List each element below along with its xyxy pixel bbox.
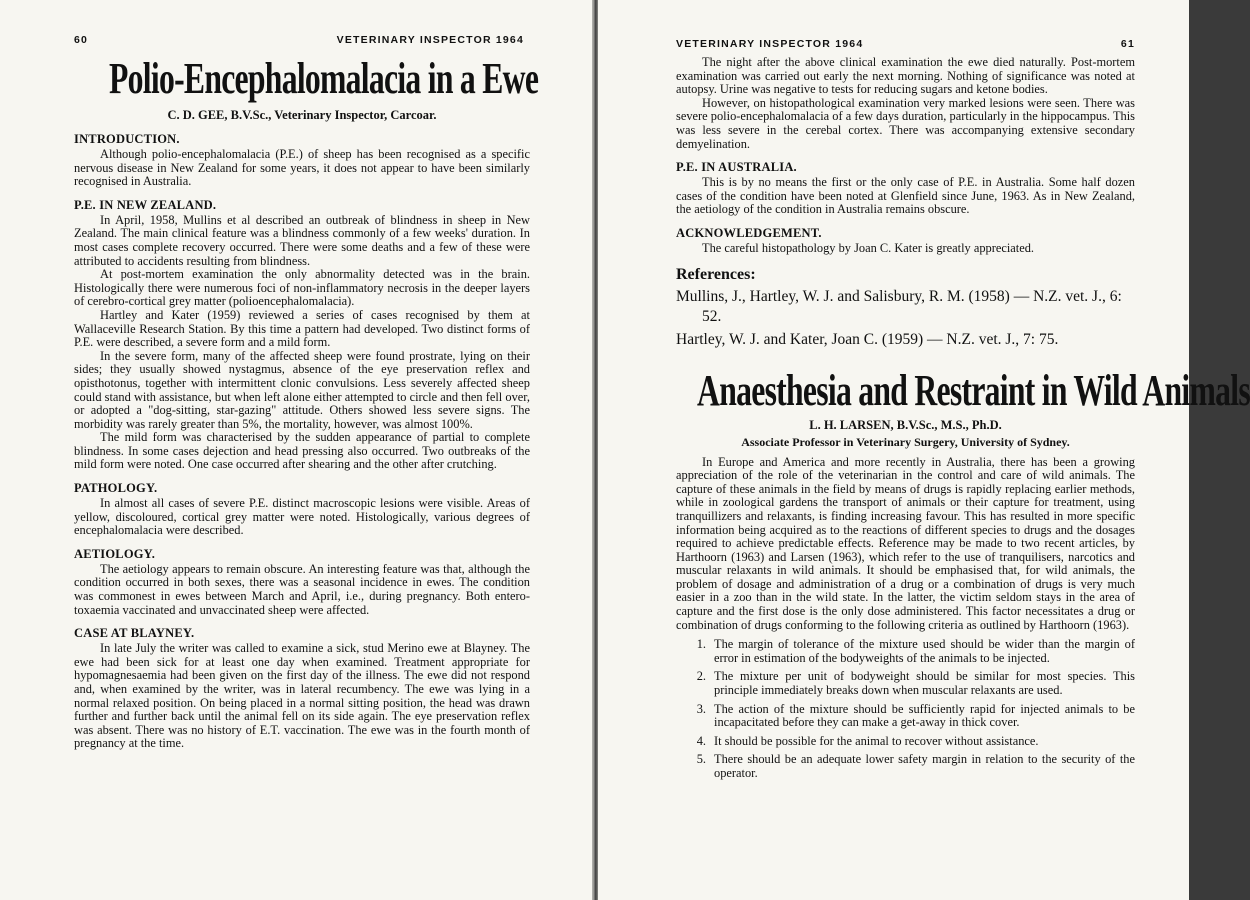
reference-item: Mullins, J., Hartley, W. J. and Salisbury, R. M. (1958) — N.Z. vet. J., 6: 52.: [676, 287, 1122, 325]
left-page: [0, 0, 592, 900]
paragraph: The careful histopathology by Joan C. Kater is greatly appreciated.: [702, 240, 1035, 255]
article2-byline: L. H. LARSEN, B.V.Sc., M.S., Ph.D.: [809, 417, 1002, 432]
reference-item: Hartley, W. J. and Kater, Joan C. (1959) — N.Z. vet. J., 7: 75.: [676, 330, 1059, 348]
article2-body: [676, 456, 1135, 633]
journal-name: VETERINARY INSPECTOR 1964: [336, 34, 524, 46]
paragraph: Hartley and Kater (1959) reviewed a series of cases recognised by them at Wallaceville Research Station. By this time a pattern had developed. Two distinct forms of P.E. were described, a severe form and a mild form.: [74, 307, 530, 350]
section-heading: ACKNOWLEDGEMENT.: [676, 225, 822, 240]
section-heading: P.E. IN NEW ZEALAND.: [74, 197, 217, 212]
list-number: 4.: [696, 733, 706, 748]
paragraph: The aetiology appears to remain obscure. An interesting feature was that, although the condition occurred in both sexes, there was a seasonal incidence in ewes. The condition was commonest in ewes between March and April, i.e., during pregnancy. Both entero-toxaemia vaccinated and unvaccinated sheep were affected.: [74, 561, 530, 617]
paragraph: In Europe and America and more recently in Australia, there has been a growing appreciation of the role of the veterinarian in the control and care of wild animals. The capture of these animals in the field by means of drugs is rapidly replacing earlier methods, while in zoological gardens the transport of animals or their capture for treatment, using tranquillizers and relaxants, is finding increasing favour. This has resulted in more specific information being acquired as to the reactions of different species to drugs and the dosages required to achieve predictable effects. Reference may be made to two recent articles, by Harthoorn (1963) and Larsen (1963), which refer to the use of tranquilisers, narcotics and muscular relaxants in wild animals. It should be emphasised that, for wild animals, the problem of dosage and administration of a drug or a combination of drugs is very much easier in a zoo than in the wild state. In the latter, the victim seldom stays in the area of capture and the first dose is the only dose administered. This factor necessitates a drug or combination of drugs conforming to the following criteria as outlined by Harthoorn (1963).: [676, 454, 1135, 632]
section-heading: PATHOLOGY.: [74, 481, 158, 496]
criteria-list: [676, 638, 1135, 780]
references-list: [676, 287, 1135, 350]
right-page: [598, 0, 1250, 900]
paragraph: However, on histopathological examination very marked lesions were seen. There was severe polio-encephalomalacia of a few days duration, particularly in the hippocampus. This was less severe in the cerebal cortex. There was accompanying extensive secondary demyelination.: [676, 95, 1135, 151]
list-item: [676, 735, 1135, 749]
list-number: 3.: [696, 701, 706, 716]
list-number: 5.: [696, 752, 706, 767]
section-heading: P.E. IN AUSTRALIA.: [676, 160, 797, 175]
article-title: Polio-Encephalomalacia in a Ewe: [109, 54, 539, 103]
article2-title: Anaesthesia and Restraint in Wild Animals: [697, 365, 1250, 415]
section-heading: INTRODUCTION.: [74, 132, 180, 146]
references-heading: References:: [676, 265, 756, 283]
list-number: 2.: [696, 669, 706, 684]
page-number: 60: [74, 34, 89, 46]
paragraph: In almost all cases of severe P.E. distinct macroscopic lesions were visible. Areas of yellow, discoloured, cortical grey matter were noted. Histologically, various degrees of encephalomalacia were described.: [74, 496, 530, 538]
paragraph: Although polio-encephalomalacia (P.E.) of sheep has been recognised as a specific nervous disease in New Zealand for some years, it does not appear to have been similarly recognised in Australia.: [74, 147, 530, 189]
list-text: There should be an adequate lower safety margin in relation to the security of the operator.: [714, 752, 1135, 780]
list-item: [676, 670, 1135, 697]
list-item: [676, 703, 1135, 730]
paragraph: At post-mortem examination the only abnormality detected was in the brain. Histologically there were numerous foci of non-inflammatory necrosis in the deeper layers of cerebro-cortical grey matter (polioencephalomalacia).: [74, 267, 530, 309]
paragraph: In late July the writer was called to examine a sick, stud Merino ewe at Blayney. The ewe had been sick for at least one day when examined. Treatment appropriate for hypomagnesaemia had been given on the first day of the illness. The ewe did not respond and, when examined by the writer, was in lateral recumbency. The ewe was lying in a normal relaxed position. On being placed in a normal sitting position, the head was drawn further and further back until the animal fell on its side again. The eye preservation reflex was absent. There was no history of E.T. vaccination. The ewe was in the fourth month of pregnancy at the time.: [74, 641, 530, 751]
right-article-body: [676, 160, 1135, 255]
section-heading: AETIOLOGY.: [74, 546, 156, 561]
right-running-head: [676, 38, 1135, 56]
paragraph: In April, 1958, Mullins et al described an outbreak of blindness in sheep in New Zealand. The main clinical feature was a blindness commonly of a few weeks' duration. In most cases complete recovery occurred. There were some deaths and a few of these were attributed to accidents resulting from blindness.: [74, 212, 530, 268]
left-running-head: [74, 34, 530, 52]
list-number: 1.: [696, 637, 706, 652]
paragraph: This is by no means the first or the only case of P.E. in Australia. Some half dozen cases of the condition have been noted at Glenfield since June, 1963. As in New Zealand, the aetiology of the condition in Australia remains obscure.: [676, 175, 1135, 217]
journal-name: VETERINARY INSPECTOR 1964: [676, 38, 864, 50]
paragraph: The mild form was characterised by the sudden appearance of partial to complete blindness. In some cases dejection and head pressing also occurred. Two outbreaks of the mild form were noted. One case occurred after shearing and the other after crutching.: [74, 430, 530, 472]
list-text: The action of the mixture should be sufficiently rapid for injected animals to be incapacitated before they can make a get-away in thick cover.: [714, 701, 1135, 730]
list-text: It should be possible for the animal to recover without assistance.: [714, 733, 1039, 748]
article-byline: C. D. GEE, B.V.Sc., Veterinary Inspector, Carcoar.: [167, 108, 437, 122]
list-text: The mixture per unit of bodyweight should be similar for most species. This principle immediately breaks down when muscular relaxants are used.: [714, 669, 1135, 698]
list-item: [676, 753, 1135, 780]
page-number: 61: [1120, 38, 1135, 50]
list-text: The margin of tolerance of the mixture used should be wider than the margin of error in estimation of the bodyweights of the animals to be injected.: [714, 637, 1135, 665]
section-heading: CASE AT BLAYNEY.: [74, 626, 195, 641]
article2-affiliation: Associate Professor in Veterinary Surgery, University of Sydney.: [741, 434, 1070, 449]
list-item: [676, 638, 1135, 665]
paragraph: In the severe form, many of the affected sheep were found prostrate, lying on their sides; they usually showed nystagmus, absence of the eye preservation reflex and opisthotonus, together with intermittent clonic convulsions. Less severely affected sheep could stand with assistance, but when left alone either attempted to circle and then fell over, or adopted a "dog-sitting, star-gazing" attitude. Others showed less severe signs. The morbidity was rarely greater than 5%, the mortality, however, was almost 100%.: [74, 348, 530, 431]
left-article-body: [74, 132, 530, 751]
continued-text: [676, 56, 1135, 151]
paragraph: The night after the above clinical examination the ewe died naturally. Post-mortem examination was carried out early the next morning. Nothing of significance was noted at autopsy. Urine was negative to tests for reducing sugars and ketone bodies.: [676, 55, 1135, 97]
